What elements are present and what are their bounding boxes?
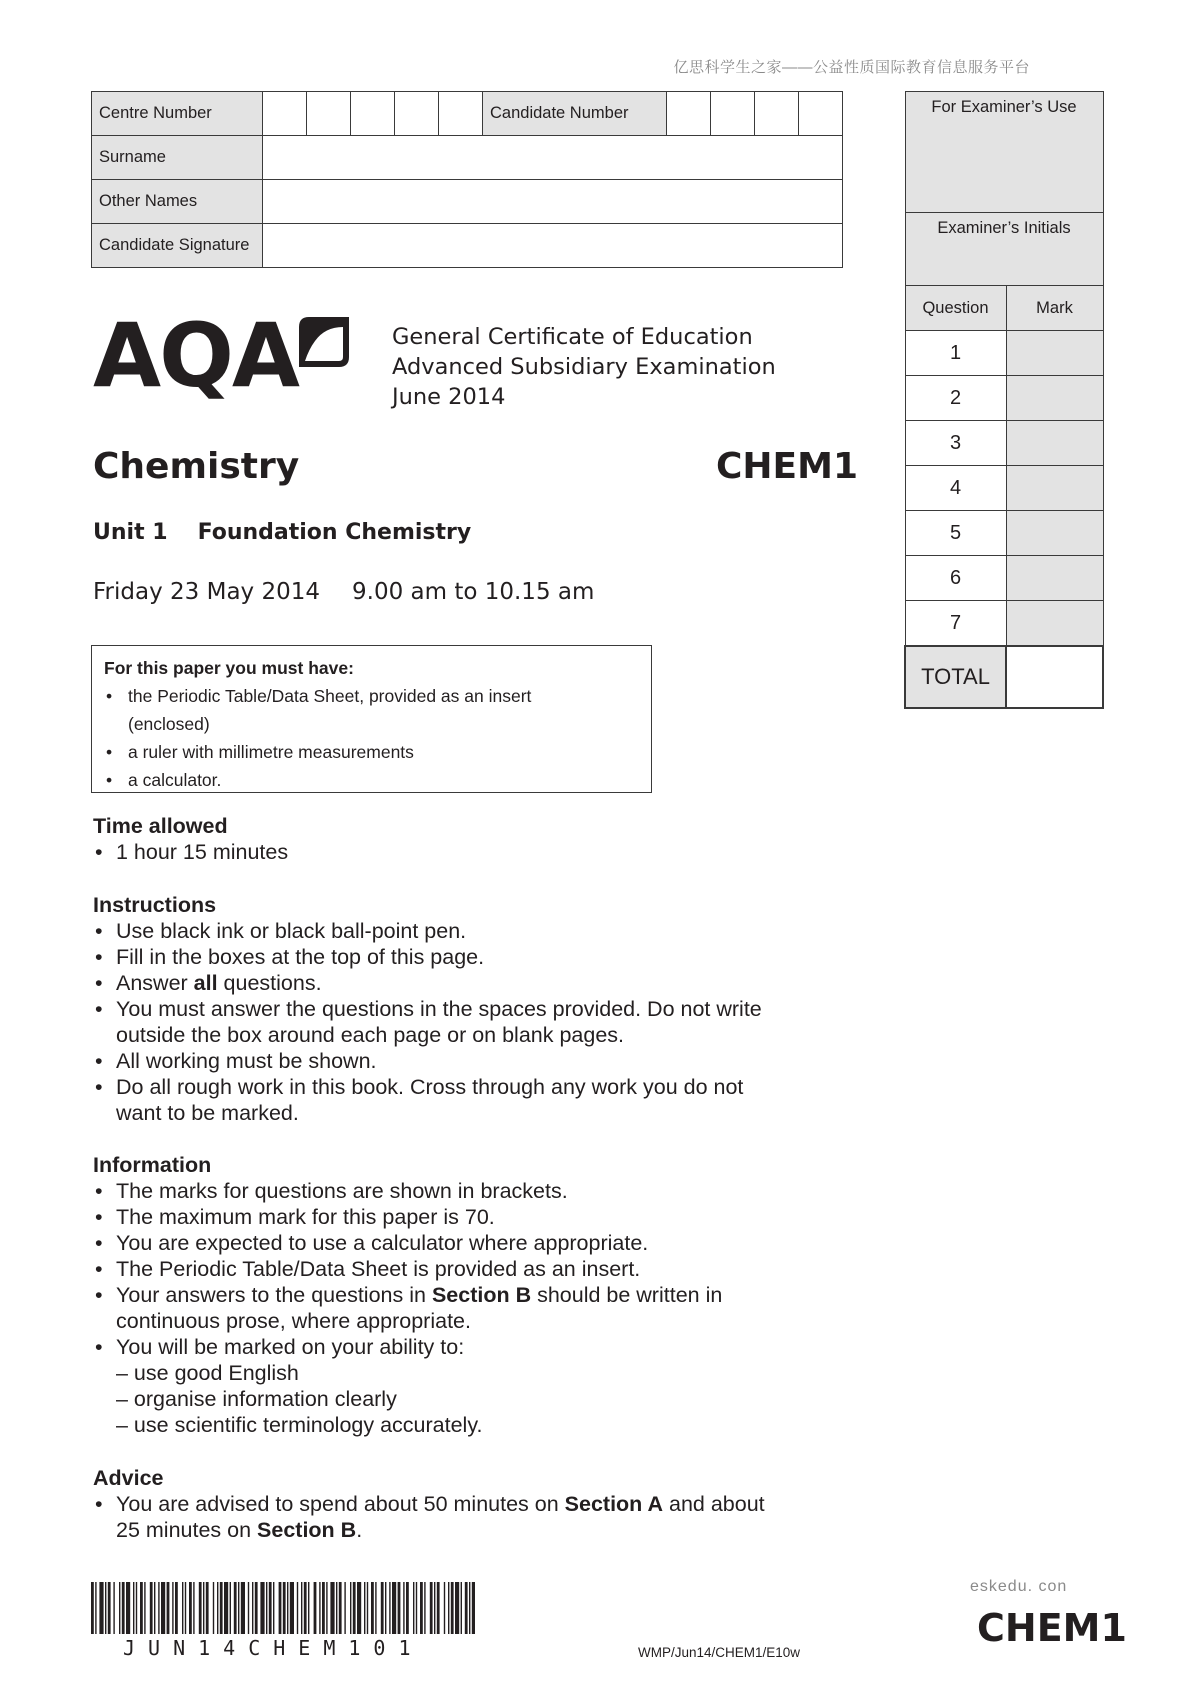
barcode-bar [119,1582,120,1634]
question-number: 7 [905,601,1006,647]
barcode-bar [238,1582,239,1634]
barcode-bar [314,1582,317,1634]
examiner-table [904,91,1104,709]
barcode-bar [297,1582,298,1634]
barcode-bar [448,1582,449,1634]
instruction-text: questions. [217,971,322,995]
mark-cell[interactable] [1006,556,1103,601]
total-label: TOTAL [905,646,1006,708]
information-emphasis: Section B [431,1283,532,1307]
signature-label: Candidate Signature [92,224,263,268]
examiner-use-label: For Examiner’s Use [905,92,1103,213]
information-subitem: – organise information clearly [116,1387,397,1411]
instructions-section [93,892,813,1126]
advice-item [93,1491,813,1543]
barcode-bar [193,1582,194,1634]
instruction-text: Do all rough work in this book. Cross through any work you do not [116,1075,744,1099]
advice-emphasis: Section B [257,1518,357,1542]
barcode-bar [406,1582,409,1634]
barcode-bar [167,1582,170,1634]
aqa-logo-icon [295,313,353,371]
barcode-bar [389,1582,390,1634]
barcode-bar [364,1582,365,1634]
paper-code: CHEM1 [716,446,859,487]
barcode-bar [113,1582,114,1634]
instruction-item [93,996,813,1048]
advice-text: You are advised to spend about 50 minutes on [116,1492,565,1516]
information-text: should be written in [531,1283,723,1307]
barcode-bar [381,1582,384,1634]
exam-time: 9.00 am to 10.15 am [352,579,595,605]
barcode-bar [220,1582,223,1634]
barcode-bar [189,1582,192,1634]
instruction-item: • Use black ink or black ball-point pen. [93,918,813,944]
barcode-bar [105,1582,106,1634]
advice-text: 25 minutes on [116,1518,258,1542]
barcode-bar [260,1582,264,1634]
centre-number-box-5[interactable] [439,92,483,136]
centre-number-box-2[interactable] [307,92,351,136]
mark-cell[interactable] [1006,601,1103,647]
barcode-bar [322,1582,325,1634]
centre-number-box-4[interactable] [395,92,439,136]
barcode-bar [283,1582,286,1634]
barcode-bar [371,1582,374,1634]
barcode-bar [398,1582,401,1634]
barcode-bar [367,1582,368,1634]
must-have-item: • a calculator. [104,766,639,794]
signature-field[interactable] [263,224,843,268]
barcode-bar [472,1582,475,1634]
barcode-bar [455,1582,459,1634]
barcode-bar [330,1582,334,1634]
advice-emphasis: Section A [564,1492,664,1516]
question-number: 3 [905,421,1006,466]
aqa-logo-text: AQA [93,304,299,407]
information-item: • You are expected to use a calculator where appropriate. [93,1230,813,1256]
barcode-bar [266,1582,267,1634]
information-heading: Information [93,1153,212,1177]
barcode-bar [434,1582,435,1634]
mark-header: Mark [1006,286,1103,331]
must-have-item-text: (enclosed) [128,714,210,734]
barcode-bar [385,1582,386,1634]
information-item: • The marks for questions are shown in brackets. [93,1178,813,1204]
surname-label: Surname [92,136,263,180]
barcode-bar [140,1582,143,1634]
candidate-details-table [91,91,843,268]
barcode-bar [206,1582,209,1634]
barcode-bar [133,1582,134,1634]
time-allowed-item: • 1 hour 15 minutes [93,839,813,865]
barcode [91,1582,475,1634]
information-text: continuous prose, where appropriate. [116,1309,471,1333]
must-have-title: For this paper you must have: [104,658,354,678]
barcode-bar [444,1582,445,1634]
mark-cell[interactable] [1006,331,1103,376]
barcode-bar [154,1582,155,1634]
information-item: • The Periodic Table/Data Sheet is provided as an insert. [93,1256,813,1282]
barcode-bar [252,1582,253,1634]
barcode-bar [95,1582,96,1634]
barcode-bar [465,1582,468,1634]
question-number: 5 [905,511,1006,556]
question-number: 4 [905,466,1006,511]
qualification-block [392,322,776,412]
barcode-bar [217,1582,218,1634]
barcode-bar [339,1582,342,1634]
barcode-bar [175,1582,178,1634]
mark-cell[interactable] [1006,511,1103,556]
mark-cell[interactable] [1006,421,1103,466]
candidate-number-box-2[interactable] [711,92,755,136]
time-allowed-section [93,813,813,865]
paper-reference: WMP/Jun14/CHEM1/E10w [638,1645,801,1660]
barcode-bar [248,1582,249,1634]
barcode-bar [290,1582,294,1634]
instruction-emphasis: all [193,971,218,995]
question-number: 6 [905,556,1006,601]
barcode-bar [430,1582,433,1634]
surname-field[interactable] [263,136,843,180]
must-have-box [91,645,652,793]
barcode-bar [279,1582,282,1634]
barcode-bar [413,1582,414,1634]
barcode-bar [126,1582,130,1634]
other-names-label: Other Names [92,180,263,224]
barcode-bar [203,1582,204,1634]
barcode-bar [161,1582,165,1634]
other-names-field[interactable] [263,180,843,224]
barcode-bar [185,1582,186,1634]
barcode-bar [224,1582,228,1634]
barcode-bar [469,1582,470,1634]
barcode-bar [420,1582,423,1634]
instruction-text: You must answer the questions in the spaces provided. Do not write [116,997,762,1021]
barcode-bar [461,1582,462,1634]
mark-cell[interactable] [1006,466,1103,511]
candidate-number-box-3[interactable] [755,92,799,136]
barcode-bar [150,1582,153,1634]
instruction-item [93,970,813,996]
barcode-bar [108,1582,111,1634]
unit-line [93,520,471,545]
question-header: Question [905,286,1006,331]
barcode-bar [213,1582,214,1634]
unit-number: Unit 1 [93,520,168,545]
candidate-number-box-4[interactable] [799,92,843,136]
candidate-number-label: Candidate Number [483,92,667,136]
barcode-bar [304,1582,307,1634]
watermark-top: 亿思科学生之家——公益性质国际教育信息服务平台 [673,59,1030,76]
instruction-item [93,1074,813,1126]
advice-section [93,1465,813,1543]
barcode-bar [350,1582,351,1634]
examiner-initials-label: Examiner’s Initials [905,213,1103,286]
qualification-line: Advanced Subsidiary Examination [392,354,776,380]
barcode-bar [344,1582,345,1634]
information-subitem: – use scientific terminology accurately. [116,1413,483,1437]
barcode-bar [241,1582,245,1634]
advice-text: . [356,1518,363,1542]
barcode-bar [172,1582,173,1634]
question-number: 2 [905,376,1006,421]
qualification-line: June 2014 [392,384,506,410]
advice-heading: Advice [93,1466,164,1490]
barcode-bar [319,1582,320,1634]
time-allowed-heading: Time allowed [93,814,228,838]
must-have-item [104,682,639,738]
barcode-bar [308,1582,309,1634]
barcode-bar [230,1582,231,1634]
barcode-bar [403,1582,404,1634]
barcode-bar [451,1582,454,1634]
barcode-bar [301,1582,302,1634]
centre-number-box-3[interactable] [351,92,395,136]
barcode-bar [144,1582,145,1634]
must-have-item-text: the Periodic Table/Data Sheet, provided as an insert [128,686,532,706]
instruction-text: want to be marked. [116,1101,299,1125]
footer-paper-code: CHEM1 [977,1606,1127,1650]
question-number: 1 [905,331,1006,376]
barcode-bar [122,1582,125,1634]
barcode-bar [255,1582,258,1634]
barcode-bar [392,1582,396,1634]
barcode-bar [287,1582,288,1634]
barcode-bar [424,1582,425,1634]
barcode-bar [357,1582,361,1634]
barcode-bar [182,1582,183,1634]
exam-date-line [93,579,594,605]
information-item: • You will be marked on your ability to: [93,1334,813,1360]
barcode-bar [353,1582,356,1634]
advice-text: and about [663,1492,765,1516]
barcode-bar [437,1582,440,1634]
barcode-bar [158,1582,159,1634]
subject-title: Chemistry [93,446,300,487]
information-section [93,1152,813,1438]
information-item [93,1282,813,1334]
information-item: • The maximum mark for this paper is 70. [93,1204,813,1230]
barcode-bar [416,1582,417,1634]
barcode-bar [99,1582,103,1634]
information-text: Your answers to the questions in [116,1283,432,1307]
barcode-text: JUN14CHEM101 [123,1636,424,1660]
barcode-bar [375,1582,376,1634]
qualification-line: General Certificate of Education [392,324,753,350]
exam-date: Friday 23 May 2014 [93,579,320,605]
instruction-text: outside the box around each page or on blank pages. [116,1023,625,1047]
must-have-item: • a ruler with millimetre measurements [104,738,639,766]
barcode-bar [326,1582,327,1634]
barcode-bar [199,1582,202,1634]
centre-number-box-1[interactable] [263,92,307,136]
candidate-number-box-1[interactable] [667,92,711,136]
instructions-heading: Instructions [93,893,217,917]
instruction-item: • Fill in the boxes at the top of this page. [93,944,813,970]
watermark-bottom: eskedu. con [970,1578,1068,1595]
barcode-bar [136,1582,137,1634]
mark-cell[interactable] [1006,376,1103,421]
barcode-bar [269,1582,272,1634]
unit-name: Foundation Chemistry [197,520,472,545]
centre-number-label: Centre Number [92,92,263,136]
barcode-bar [336,1582,337,1634]
information-subitem: – use good English [116,1361,299,1385]
barcode-bar [234,1582,237,1634]
instruction-text: Answer [116,971,194,995]
barcode-bar [273,1582,274,1634]
instruction-item: • All working must be shown. [93,1048,813,1074]
total-mark-cell[interactable] [1006,646,1103,708]
barcode-bar [91,1582,94,1634]
